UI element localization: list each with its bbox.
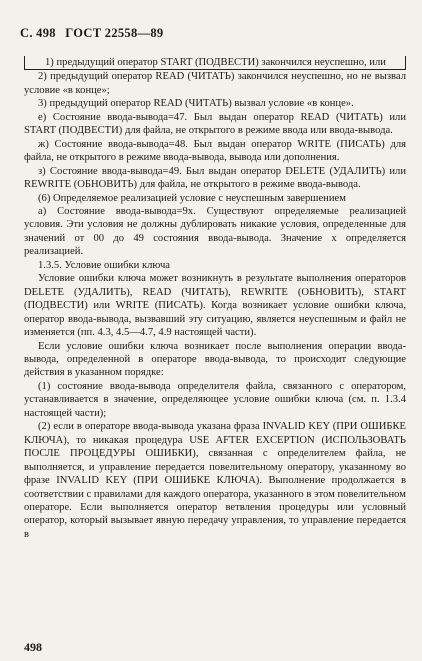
page-number: 498 xyxy=(24,640,42,654)
paragraph: 1) предыдущий оператор START (ПОДВЕСТИ) закончился неуспешно, или xyxy=(24,56,406,70)
paragraph: 3) предыдущий оператор READ (ЧИТАТЬ) вызвал условие «в конце». xyxy=(38,98,354,110)
paragraph: Условие ошибки ключа может возникнуть в результате выполнения операторов DELETE (УДАЛИТЬ), READ (ЧИТАТЬ), REWRITE (ОБНОВИТЬ), START (ПОДВЕСТИ) или WRITE (ПИСАТЬ). Когда возникает условие ошибки ключа, оператор ввода-вывода, вызвавший эту ситуацию, является неуспешным и файл не изменяется (пп. 4.3, 4.5—4.7, 4.9 настоящей части). xyxy=(24,273,406,339)
standard-designation: ГОСТ 22558—89 xyxy=(65,26,164,40)
paragraph: з) Состояние ввода-вывода=49. Был выдан оператор DELETE (УДАЛИТЬ) или REWRITE (ОБНОВИТЬ) для файла, не открытого в режиме ввода-вывода. xyxy=(24,165,406,191)
paragraph: (1) состояние ввода-вывода определителя файла, связанного с оператором, устанавливается в значение, определяющее условие ошибки ключа (см. п. 1.3.4 настоящей части); xyxy=(24,380,406,419)
paragraph: ж) Состояние ввода-вывода=48. Был выдан оператор WRITE (ПИСАТЬ) для файла, не открытого в режиме ввода-вывода, вывода или дополнения. xyxy=(24,138,406,164)
body-text xyxy=(24,56,406,541)
page-reference: С. 498 xyxy=(20,26,56,40)
section-heading: 1.3.5. Условие ошибки ключа xyxy=(38,259,170,271)
paragraph: (6) Определяемое реализацией условие с неуспешным завершением xyxy=(38,192,346,204)
paragraph: 2) предыдущий оператор READ (ЧИТАТЬ) закончился неуспешно, но не вызвал условие «в конце»; xyxy=(24,71,406,96)
paragraph: а) Состояние ввода-вывода=9х. Существуют определяемые реализацией условия. Эти условия не должны дублировать никакие условия, определенные для значений от 00 до 49 состояния ввода-вывода. Значение х определяется реализацией. xyxy=(24,205,406,258)
paragraph: е) Состояние ввода-вывода=47. Был выдан оператор READ (ЧИТАТЬ) или START (ПОДВЕСТИ) для файла, не открытого в режиме ввода или ввода-вывода. xyxy=(24,111,406,137)
paragraph: Если условие ошибки ключа возникает после выполнения операции ввода-вывода, определенной в операторе ввода-вывода, то происходит следующие действия в указанном порядке: xyxy=(24,340,406,379)
paragraph: (2) если в операторе ввода-вывода указана фраза INVALID KEY (ПРИ ОШИБКЕ КЛЮЧА), то никакая процедура USE AFTER EXCEPTION (ИСПОЛЬЗОВАТЬ ПОСЛЕ ПРОЦЕДУРЫ ОШИБКИ), связанная с определителем файла, не выполняется, и управление передается повелительному оператору, указанному во фразе INVALID KEY (ПРИ ОШИБКЕ КЛЮЧА). Выполнение продолжается в соответствии с правилами для каждого оператора, указанного в этом повелительном операторе. Если выполняется оператор ветвления процедуры или условный оператор, который вызывает явную передачу управления, то управление передается в xyxy=(24,421,406,540)
running-header xyxy=(20,26,169,41)
